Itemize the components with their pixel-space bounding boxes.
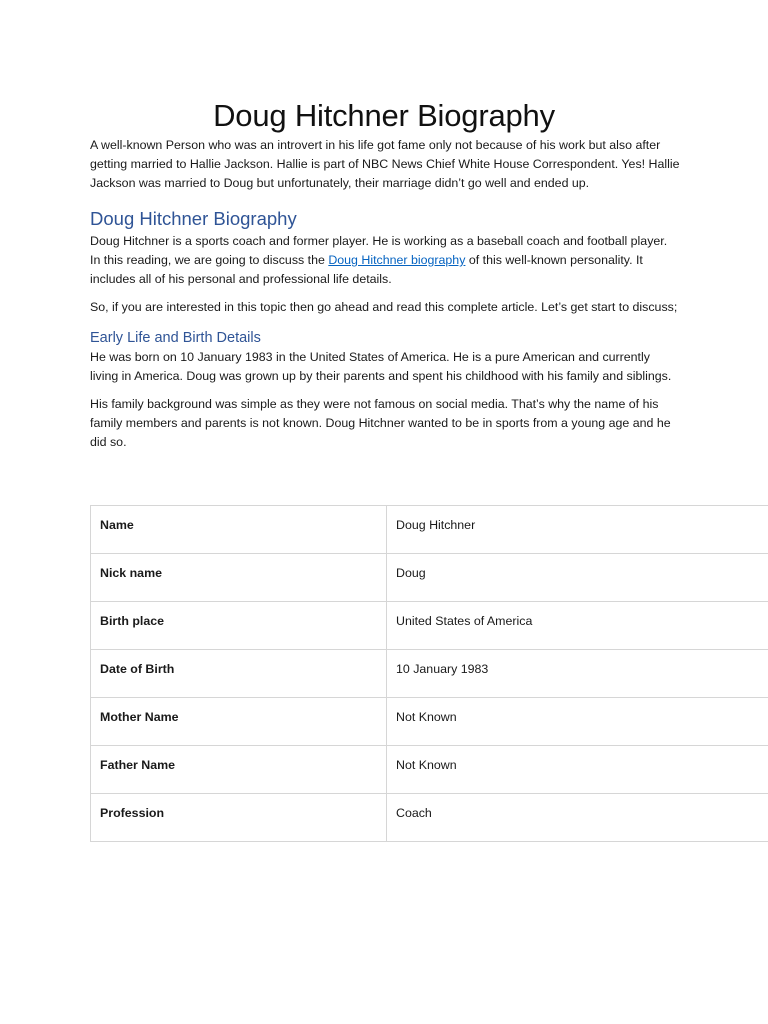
biography-text-before-link: Doug Hitchner is a sports coach and former player. He is working as a baseball coach and football player. In this reading, we are going to discuss the	[90, 234, 668, 267]
bio-table-body	[91, 506, 768, 842]
intro-paragraph: A well-known Person who was an introvert in his life got fame only not because of his work but also after getting married to Hallie Jackson. Hallie is part of NBC News Chief White House Correspondent. Yes! Hallie Jackson was married to Doug but unfortunately, their marriage didn’t go well and ended up.	[90, 138, 680, 190]
bio-table	[90, 505, 768, 842]
document-page	[90, 0, 768, 820]
table-key-cell: Mother Name	[91, 698, 387, 746]
biography-paragraph-2: So, if you are interested in this topic then go ahead and read this complete article. Let’s get start to discuss;	[90, 300, 678, 314]
biography-paragraph-1	[90, 232, 680, 289]
table-value-cell: 10 January 1983	[387, 650, 768, 698]
table-value-cell: Not Known	[387, 698, 768, 746]
table-value-cell: Coach	[387, 794, 768, 842]
table-row	[91, 602, 768, 650]
early-life-paragraph-1: He was born on 10 January 1983 in the United States of America. He is a pure American and currently living in America. Doug was grown up by their parents and spent his childhood with his family and siblings.	[90, 350, 672, 383]
table-key-cell: Father Name	[91, 746, 387, 794]
table-row	[91, 650, 768, 698]
table-key-cell: Name	[91, 506, 387, 554]
table-row	[91, 554, 768, 602]
table-value-cell: Doug Hitchner	[387, 506, 768, 554]
table-row	[91, 698, 768, 746]
section-heading-early-life: Early Life and Birth Details	[90, 330, 261, 346]
table-value-cell: United States of America	[387, 602, 768, 650]
table-key-cell: Birth place	[91, 602, 387, 650]
table-row	[91, 746, 768, 794]
section-heading-biography: Doug Hitchner Biography	[90, 208, 297, 229]
table-key-cell: Date of Birth	[91, 650, 387, 698]
document-title: Doug Hitchner Biography	[213, 98, 555, 133]
table-value-cell: Not Known	[387, 746, 768, 794]
biography-link[interactable]: Doug Hitchner biography	[328, 253, 466, 267]
table-key-cell: Profession	[91, 794, 387, 842]
table-row	[91, 794, 768, 842]
table-key-cell: Nick name	[91, 554, 387, 602]
early-life-paragraph-2: His family background was simple as they were not famous on social media. That’s why the name of his family members and parents is not known. Doug Hitchner wanted to be in sports from a young age and he did so.	[90, 397, 671, 449]
table-row	[91, 506, 768, 554]
biography-text-after-link: of this well-known personality. It includes all of his personal and professional life details.	[90, 253, 643, 286]
table-value-cell: Doug	[387, 554, 768, 602]
